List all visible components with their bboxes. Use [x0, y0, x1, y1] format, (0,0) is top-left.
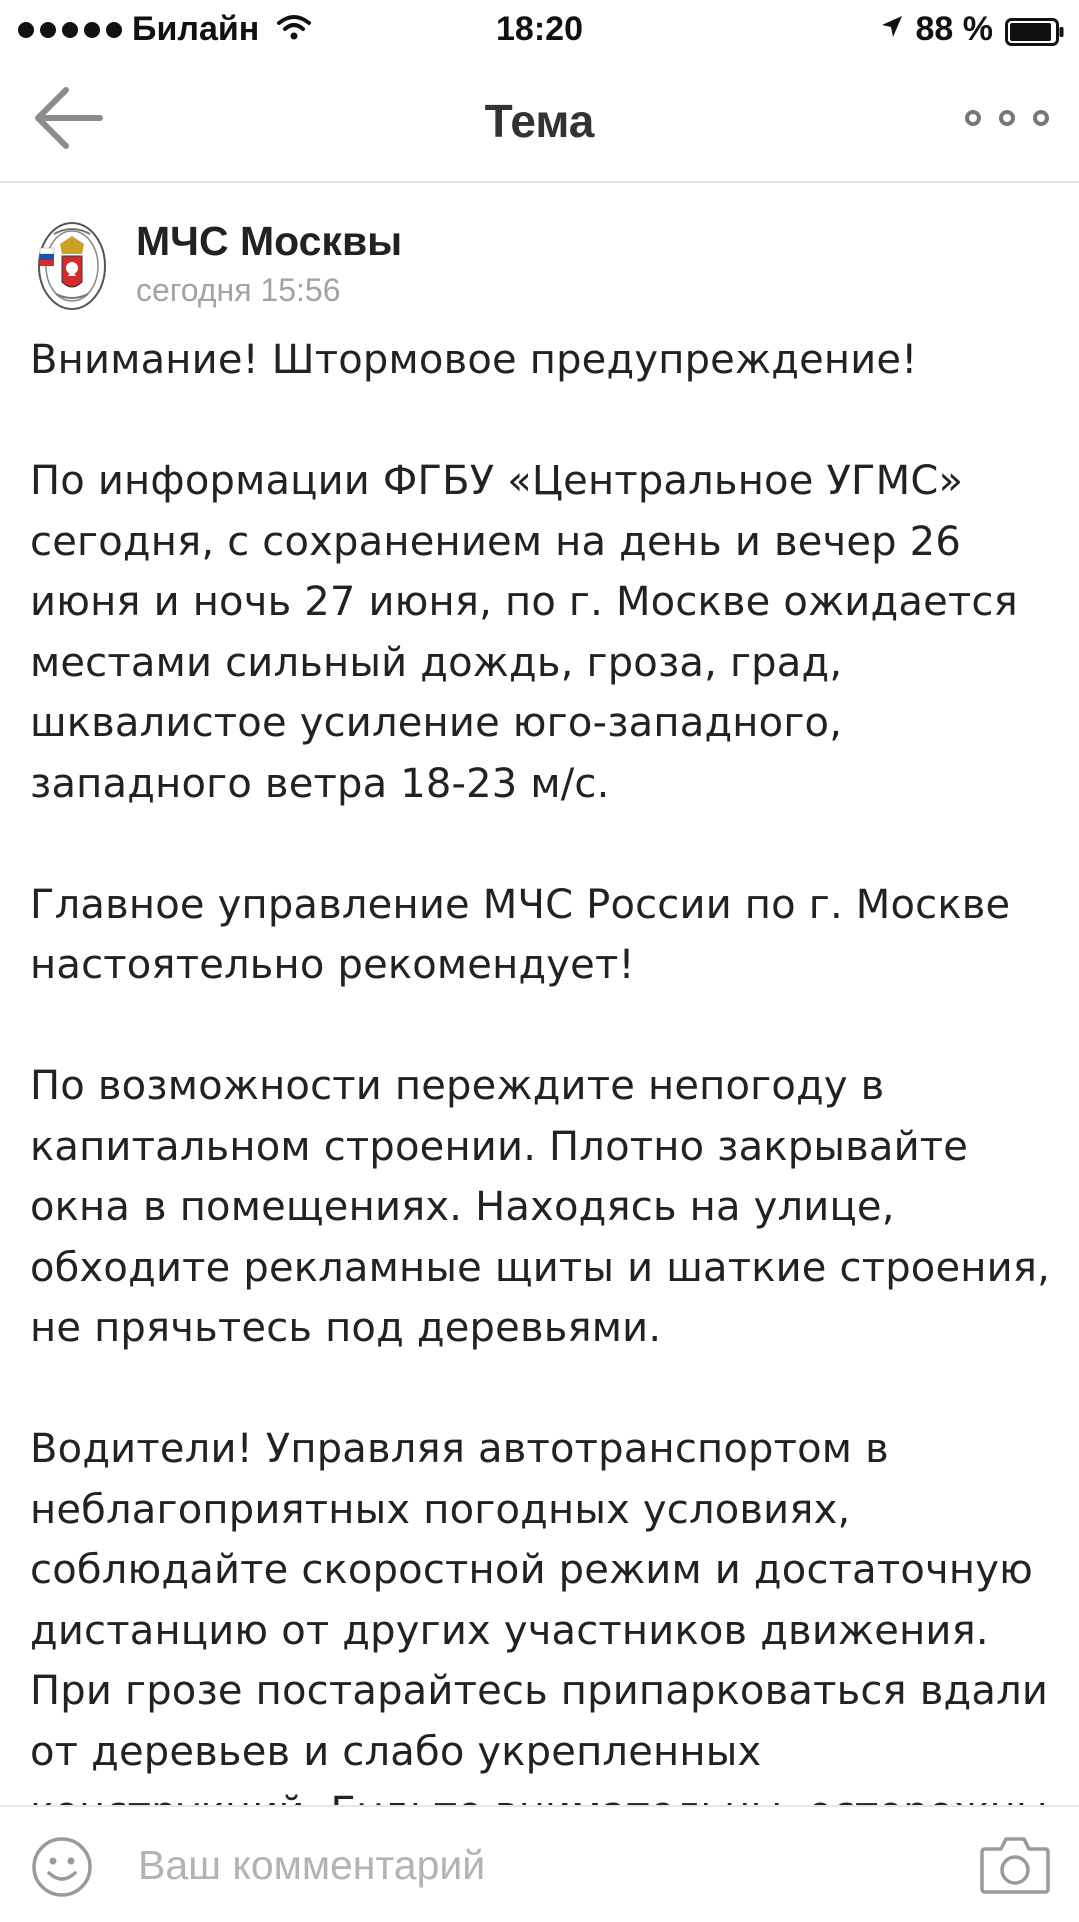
more-dot-icon — [999, 110, 1015, 126]
status-time: 18:20 — [496, 10, 583, 48]
emoji-button[interactable] — [30, 1835, 94, 1899]
status-right — [880, 10, 1066, 49]
paragraph-spacer — [30, 391, 1060, 452]
avatar[interactable] — [36, 220, 108, 312]
author-name[interactable]: МЧС Москвы — [136, 218, 403, 264]
post-timestamp: сегодня 15:56 — [136, 272, 341, 308]
post-paragraph: Водители! Управляя автотранспортом в неблагоприятных погодных условиях, соблюдайте скоростной режим и достаточную дистанцию от других участников движения. При грозе постарайтесь припарковаться вдали от деревьев и слабо укрепленных — [30, 1426, 1049, 1775]
post-paragraph: По возможности переждите непогоду в капитальном строении. Плотно закрывайте окна в помещениях. Находясь на улице, обходите рекламные щиты и шаткие строения, не прячьтесь под деревьями. — [30, 1063, 1051, 1351]
more-options-button[interactable] — [965, 100, 1049, 136]
status-bar — [0, 0, 1079, 58]
battery-percentage: 88 % — [915, 10, 993, 48]
paragraph-spacer — [30, 996, 1060, 1057]
location-arrow-icon — [880, 10, 904, 49]
battery-icon — [1005, 16, 1065, 44]
smiley-icon — [30, 1835, 94, 1899]
more-dot-icon — [965, 110, 981, 126]
paragraph-spacer — [30, 814, 1060, 875]
page-title: Тема — [484, 95, 595, 147]
post-paragraph: По информации ФГБУ «Центральное УГМС» сегодня, с сохранением на день и вечер 26 июня и ночь 27 июня, по г. Москве ожидается местами сильный дождь, гроза, град, шквалистое усиление юго-западного, западного ветра 18-23 м/с. — [30, 458, 1018, 807]
comment-input[interactable] — [138, 1829, 938, 1901]
post-paragraph: Внимание! Штормовое предупреждение! — [30, 337, 918, 383]
mchs-emblem-icon — [36, 220, 108, 312]
camera-icon — [979, 1833, 1051, 1897]
paragraph-spacer — [30, 1359, 1060, 1420]
post-header — [36, 212, 1036, 312]
more-dot-icon — [1033, 110, 1049, 126]
comment-bar — [0, 1805, 1079, 1922]
camera-button[interactable] — [979, 1833, 1051, 1897]
post-paragraph: Главное управление МЧС России по г. Москве настоятельно рекомендует! — [30, 881, 1011, 988]
post-body — [30, 330, 1060, 1805]
carrier-name: Билайн — [132, 10, 260, 48]
navigation-bar — [0, 58, 1079, 183]
